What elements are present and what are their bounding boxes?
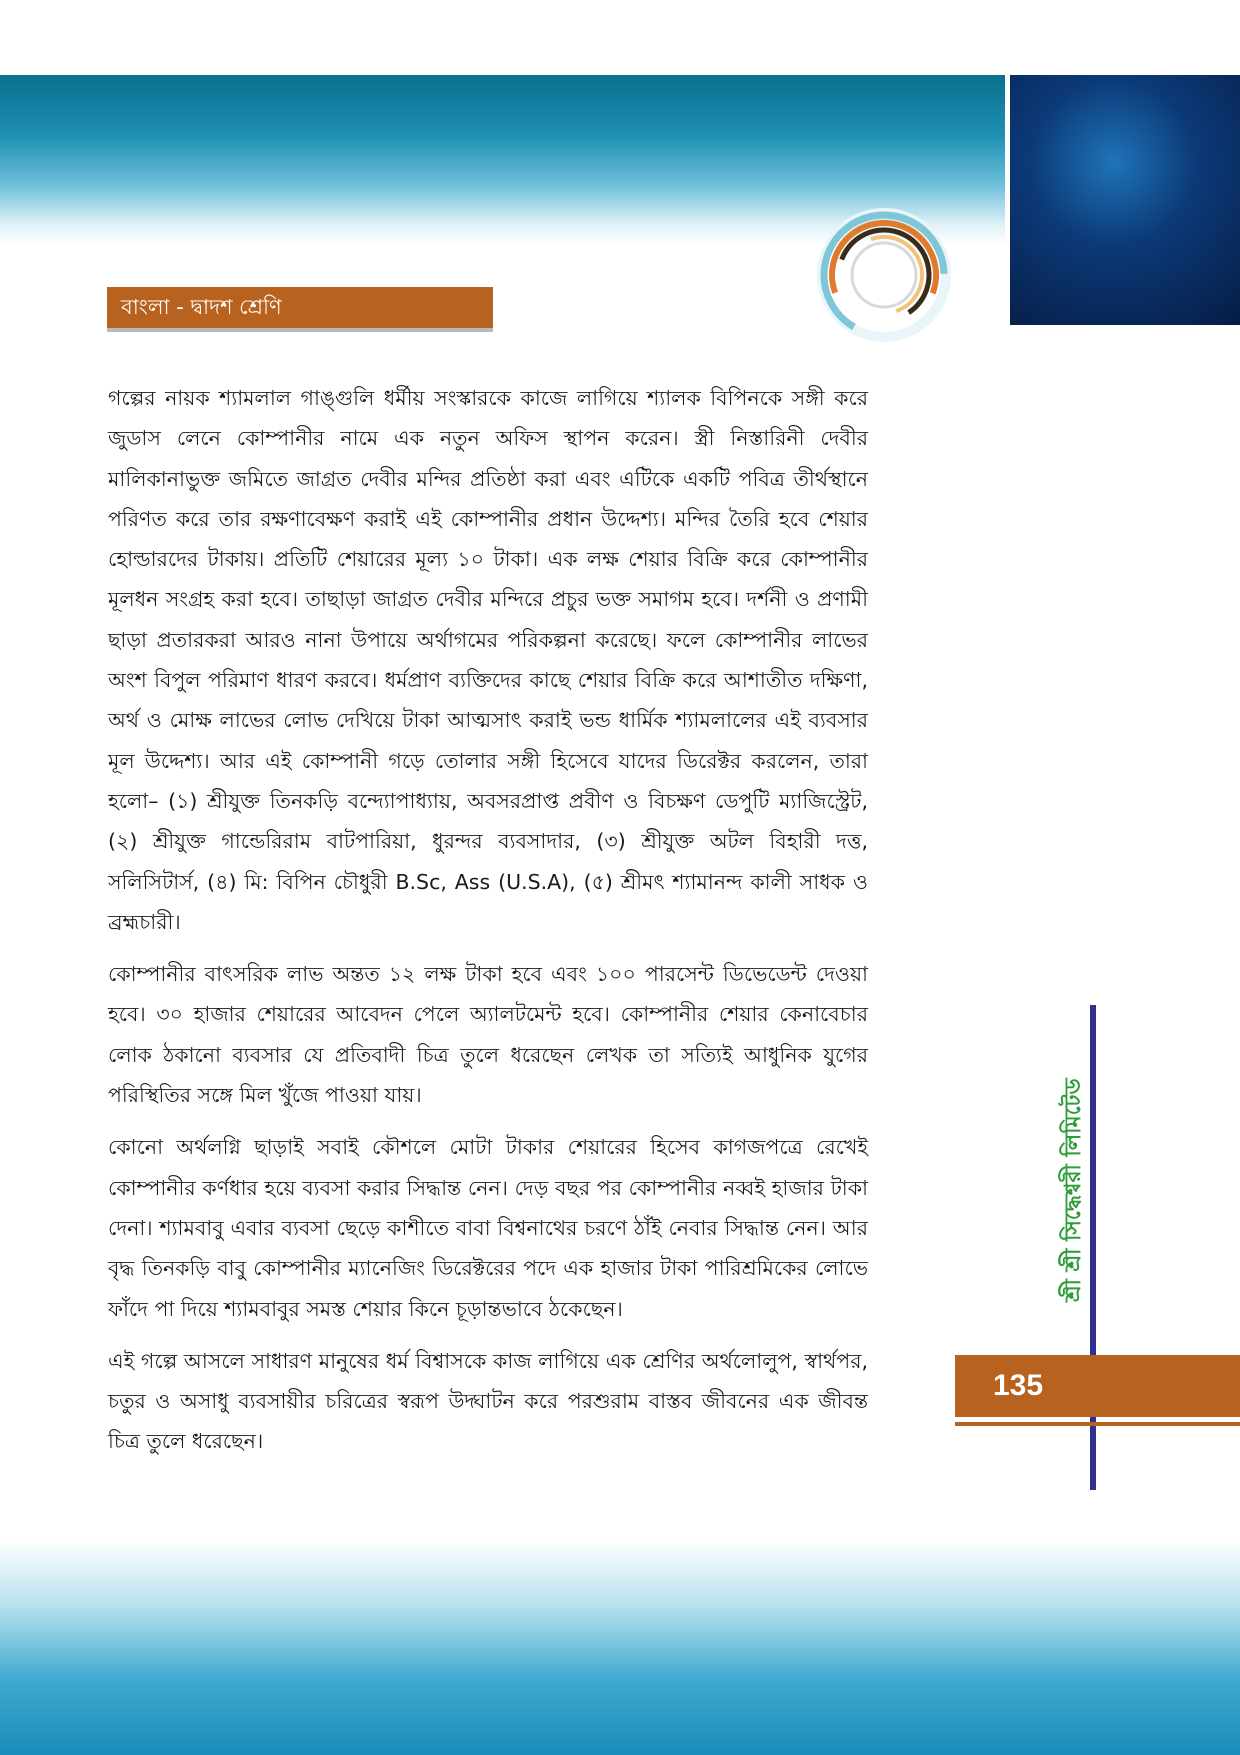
page-number: 135 [955,1355,1240,1417]
corner-decor-panel [1010,75,1240,325]
bottom-band [0,1540,1240,1755]
body-text [108,378,868,1474]
paragraph: কোনো অর্থলগ্নি ছাড়াই সবাই কৌশলে মোটা টাকার শেয়ারের হিসেব কাগজপত্রে রেখেই কোম্পানীর কর্ণধার হয়ে ব্যবসা করার সিদ্ধান্ত নেন। দেড় বছর পর কোম্পানীর নব্বই হাজার টাকা দেনা। শ্যামবাবু এবার ব্যবসা ছেড়ে কাশীতে বাবা বিশ্বনাথের চরণে ঠাঁই নেবার সিদ্ধান্ত নেন। আর বৃদ্ধ তিনকড়ি বাবু কোম্পানীর ম্যানেজিং ডিরেক্টরের পদে এক হাজার টাকা পারিশ্রমিকের লোভে ফাঁদে পা দিয়ে শ্যামবাবুর সমস্ত শেয়ার কিনে চূড়ান্তভাবে ঠকেছেন। [108,1135,868,1321]
paragraph: গল্পের নায়ক শ্যামলাল গাঙ্গুলি ধর্মীয় সংস্কারকে কাজে লাগিয়ে শ্যালক বিপিনকে সঙ্গী করে জুডাস লেনে কোম্পানীর নামে এক নতুন অফিস স্থাপন করেন। স্ত্রী নিস্তারিনী দেবীর মালিকানাভুক্ত জমিতে জাগ্রত দেবীর মন্দির প্রতিষ্ঠা করা এবং এটিকে একটি পবিত্র তীর্থস্থানে পরিণত করে তার রক্ষণাবেক্ষণ করাই এই কোম্পানীর প্রধান উদ্দেশ্য। মন্দির তৈরি হবে শেয়ার হোল্ডারদের টাকায়। প্রতিটি শেয়ারের মূল্য ১০ টাকা। এক লক্ষ শেয়ার বিক্রি করে কোম্পানীর মূলধন সংগ্রহ করা হবে। তাছাড়া জাগ্রত দেবীর মন্দিরে প্রচুর ভক্ত সমাগম হবে। দর্শনী ও প্রণামী ছাড়া প্রতারকরা আরও নানা উপায়ে অর্থাগমের পরিকল্পনা করেছে। ফলে কোম্পানীর লাভের অংশ বিপুল পরিমাণ ধারণ করবে। ধর্মপ্রাণ ব্যক্তিদের কাছে শেয়ার বিক্রি করে আশাতীত দক্ষিণা, অর্থ ও মোক্ষ লাভের লোভ দেখিয়ে টাকা আত্মসাৎ করাই ভন্ড ধার্মিক শ্যামলালের এই ব্যবসার মূল উদ্দেশ্য। আর এই কোম্পানী গড়ে তোলার সঙ্গী হিসেবে যাদের ডিরেক্টর করলেন, তারা হলো– (১) শ্রীযুক্ত তিনকড়ি বন্দ্যোপাধ্যায়, অবসরপ্রাপ্ত প্রবীণ ও বিচক্ষণ ডেপুটি ম্যাজিস্ট্রেট, (২) শ্রীযুক্ত গান্ডেরিরাম বাটপারিয়া, ধুরন্দর ব্যবসাদার, (৩) শ্রীযুক্ত অটল বিহারী দত্ত, সলিসিটার্স, (৪) মি: বিপিন চৌধুরী B.Sc, Ass (U.S.A), (৫) শ্রীমৎ শ্যামানন্দ কালী সাধক ও ব্রহ্মচারী। [108,386,868,934]
sidebar-rule [1090,1005,1096,1490]
ring-logo-icon [812,203,957,348]
page-number-underline [955,1422,1240,1426]
chapter-title-vertical: শ্রী শ্রী সিদ্ধেশ্বরী লিমিটেড [1061,1078,1086,1302]
section-label: বাংলা - দ্বাদশ শ্রেণি [107,287,493,328]
paragraph: কোম্পানীর বাৎসরিক লাভ অন্তত ১২ লক্ষ টাকা হবে এবং ১০০ পারসেন্ট ডিভেডেন্ট দেওয়া হবে। ৩০ হাজার শেয়ারের আবেদন পেলে অ্যালটমেন্ট হবে। কোম্পানীর শেয়ার কেনাবেচার লোক ঠকানো ব্যবসার যে প্রতিবাদী চিত্র তুলে ধরেছেন লেখক তা সত্যিই আধুনিক যুগের পরিস্থিতির সঙ্গে মিল খুঁজে পাওয়া যায়। [108,962,868,1108]
paragraph: এই গল্পে আসলে সাধারণ মানুষের ধর্ম বিশ্বাসকে কাজ লাগিয়ে এক শ্রেণির অর্থলোলুপ, স্বার্থপর, চতুর ও অসাধু ব্যবসায়ীর চরিত্রের স্বরূপ উদ্ঘাটন করে পরশুরাম বাস্তব জীবনের এক জীবন্ত চিত্র তুলে ধরেছেন। [108,1348,868,1454]
